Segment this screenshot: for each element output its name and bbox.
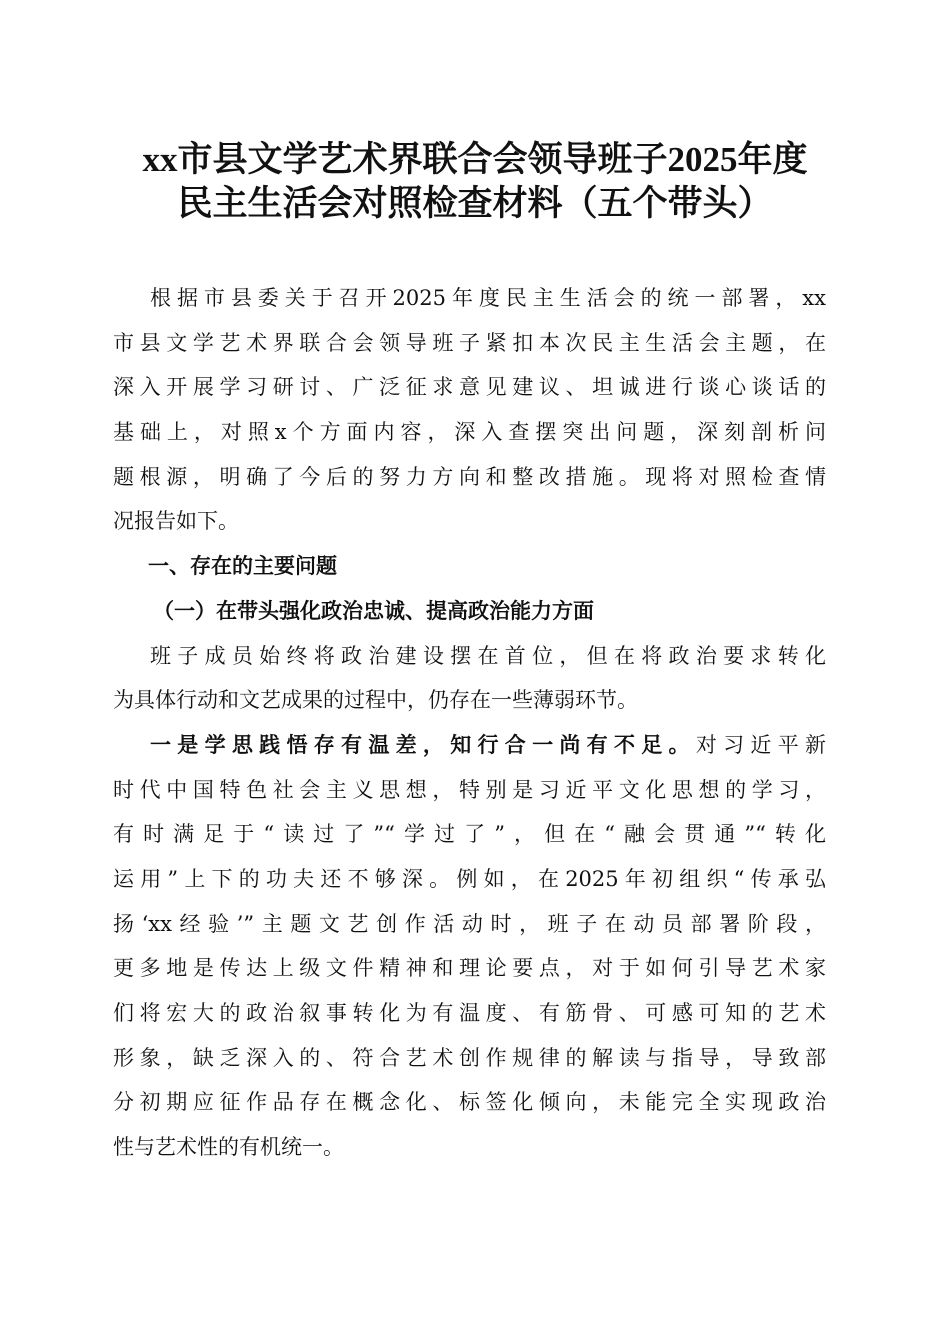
text-line: 们将宏大的政治叙事转化为有温度、有筋骨、可感可知的艺术 (113, 1001, 826, 1025)
text-line: 更多地是传达上级文件精神和理论要点，对于如何引导艺术家 (113, 956, 826, 981)
text-line: 时代中国特色社会主义思想，特别是习近平文化思想的学习， (113, 777, 826, 802)
document-title (0, 138, 950, 226)
text-line: 基础上，对照x个方面内容，深入查摆突出问题，深刻剖析问 (113, 420, 826, 445)
text-line: 市县文学艺术界联合会领导班子紧扣本次民主生活会主题，在 (113, 330, 826, 355)
text-line: 班子成员始终将政治建设摆在首位，但在将政治要求转化 (150, 643, 826, 668)
text-line: 题根源，明确了今后的努力方向和整改措施。现将对照检查情 (113, 464, 826, 489)
bold-lead-sentence: 一是学思践悟存有温差，知行合一尚有不足。 (150, 731, 696, 757)
paragraph (113, 723, 826, 1170)
text-line: 分初期应征作品存在概念化、标签化倾向，未能完全实现政治 (113, 1090, 826, 1115)
text-span: 对习近平新 (695, 732, 826, 757)
section-heading: 一、存在的主要问题 (148, 554, 337, 579)
title-line-1: xx市县文学艺术界联合会领导班子2025年度 (142, 140, 808, 179)
text-line: 有时满足于“读过了”“学过了”，但在“融会贯通”“转化 (113, 822, 826, 847)
text-line: 况报告如下。 (113, 509, 239, 534)
text-line: 形象，缺乏深入的、符合艺术创作规律的解读与指导，导致部 (113, 1045, 826, 1070)
text-line: 根据市县委关于召开2025年度民主生活会的统一部署，xx (150, 286, 826, 310)
text-line: 扬‘xx经验’”主题文艺创作活动时，班子在动员部署阶段， (113, 911, 826, 936)
subsection-heading: （一）在带头强化政治忠诚、提高政治能力方面 (153, 597, 594, 623)
document-body (113, 276, 826, 1170)
text-line: 性与艺术性的有机统一。 (113, 1135, 344, 1160)
title-line-2: 民主生活会对照检查材料（五个带头） (177, 184, 773, 223)
text-line: 深入开展学习研讨、广泛征求意见建议、坦诚进行谈心谈话的 (113, 375, 826, 400)
paragraph (113, 634, 826, 723)
text-line: 运用”上下的功夫还不够深。例如，在2025年初组织“传承弘 (113, 866, 826, 891)
text-line: 为具体行动和文艺成果的过程中，仍存在一些薄弱环节。 (113, 688, 638, 713)
intro-paragraph (113, 276, 826, 544)
text-line (113, 723, 826, 768)
